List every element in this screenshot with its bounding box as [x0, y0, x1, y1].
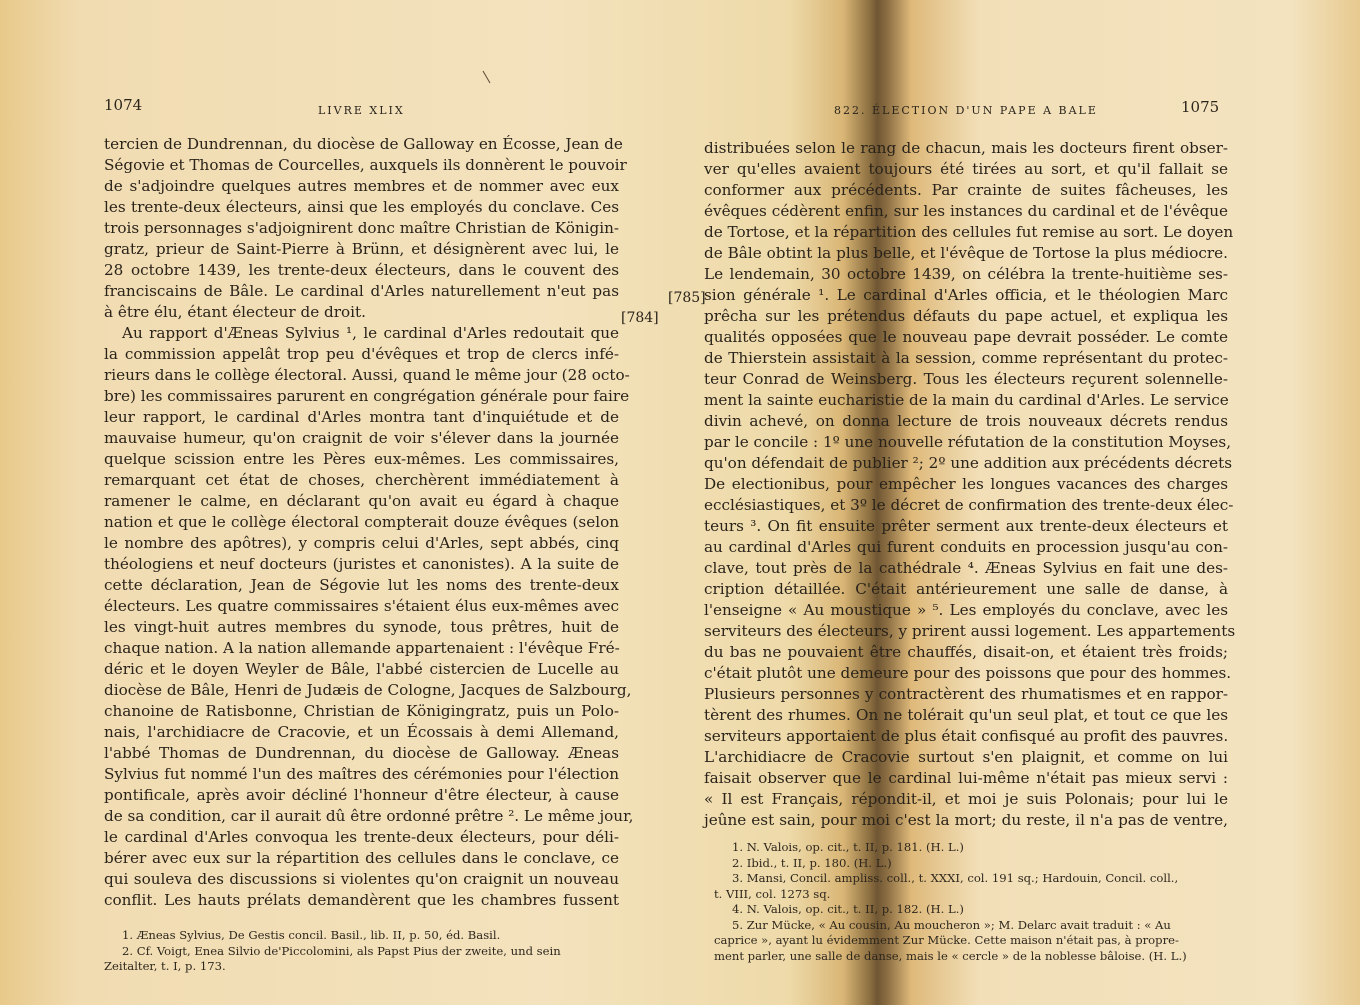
text-line: faisait observer que le cardinal lui-même n'était pas mieux servi : [704, 769, 1228, 787]
pen-mark [483, 71, 491, 84]
text-line: ramener le calme, en déclarant qu'on avait eu égard à chaque [104, 492, 619, 510]
text-line: ment la sainte eucharistie de la main du cardinal d'Arles. Le service [704, 391, 1229, 409]
text-line: jeûne est sain, pour moi c'est la mort; du reste, il n'a pas de ventre, [704, 811, 1228, 829]
text-line: de Thierstein assistait à la session, comme représentant du protec- [704, 349, 1228, 367]
text-line: électeurs. Les quatre commissaires s'étaient élus eux-mêmes avec [104, 597, 619, 615]
text-line: gratz, prieur de Saint-Pierre à Brünn, et désignèrent avec lui, le [104, 240, 619, 258]
footnote-line: t. VIII, col. 1273 sq. [714, 886, 831, 901]
right-footnotes [714, 840, 1229, 964]
footnote-line: 3. Mansi, Concil. ampliss. coll., t. XXXI, col. 191 sq.; Hardouin, Concil. coll., [732, 871, 1179, 885]
left-page [0, 0, 659, 1005]
right-body-text [704, 138, 1236, 831]
text-line: bre) les commissaires parurent en congrégation générale pour faire [104, 387, 630, 405]
text-line: rieurs dans le collège électoral. Aussi, quand le même jour (28 octo- [104, 366, 630, 384]
text-line: le cardinal d'Arles convoqua les trente-deux électeurs, pour déli- [104, 828, 619, 846]
footnote-line: 1. Æneas Sylvius, De Gestis concil. Basil., lib. II, p. 50, éd. Basil. [122, 928, 501, 942]
right-page-number: 1075 [1181, 98, 1220, 116]
text-line: de sa condition, car il aurait dû être ordonné prêtre ². Le même jour, [104, 807, 634, 825]
right-margin-page-mark: [785] [668, 290, 706, 306]
left-running-head: LIVRE XLIX [318, 104, 405, 117]
text-line: sion générale ¹. Le cardinal d'Arles officia, et le théologien Marc [704, 286, 1228, 304]
text-line: Ségovie et Thomas de Courcelles, auxquels ils donnèrent le pouvoir [104, 156, 627, 174]
text-line: ver qu'elles avaient toujours été tirées au sort, et qu'il fallait se [704, 160, 1228, 178]
text-line: qui souleva des discussions si violentes qu'on craignit un nouveau [104, 870, 619, 888]
text-line: les trente-deux électeurs, ainsi que les employés du conclave. Ces [104, 198, 619, 216]
text-line: De electionibus, pour empêcher les longues vacances des charges [704, 475, 1228, 493]
text-line: Plusieurs personnes y contractèrent des rhumatismes et en rappor- [704, 685, 1228, 703]
right-running-head: 822. ÉLECTION D'UN PAPE A BALE [834, 104, 1098, 117]
text-line: conflit. Les hauts prélats demandèrent que les chambres fussent [104, 891, 619, 909]
footnote-line: Zeitalter, t. I, p. 173. [104, 959, 226, 973]
text-line: Sylvius fut nommé l'un des maîtres des cérémonies pour l'élection [104, 765, 619, 783]
text-line: le nombre des apôtres), y compris celui d'Arles, sept abbés, cinq [104, 534, 619, 552]
text-line: l'abbé Thomas de Dundrennan, du diocèse de Galloway. Æneas [104, 744, 619, 762]
text-line: qualités opposées que le nouveau pape devrait posséder. Le comte [704, 328, 1228, 346]
text-line: tèrent des rhumes. On ne tolérait qu'un seul plat, et tout ce que les [704, 706, 1228, 724]
footnote-line: caprice », ayant lu évidemment Zur Mücke. Cette maison n'était pas, à propre- [714, 933, 1179, 947]
text-line: nation et que le collège électoral compterait douze évêques (selon [104, 513, 619, 531]
footnote-line: ment parler, une salle de danse, mais le « cercle » de la noblesse bâloise. (H. L.) [714, 948, 1187, 963]
text-line: pontificale, après avoir décliné l'honneur d'être électeur, à cause [104, 786, 619, 804]
footnote-line: 2. Cf. Voigt, Enea Silvio de'Piccolomini, als Papst Pius der zweite, und sein [122, 943, 561, 958]
footnote-line: 4. N. Valois, op. cit., t. II, p. 182. (H. L.) [732, 902, 964, 916]
text-line: diocèse de Bâle, Henri de Judæis de Cologne, Jacques de Salzbourg, [104, 681, 632, 699]
text-line: nais, l'archidiacre de Cracovie, et un Écossais à demi Allemand, [104, 723, 619, 741]
text-line: divin achevé, on donna lecture de trois nouveaux décrets rendus [704, 412, 1228, 430]
text-line: qu'on défendait de publier ²; 2º une addition aux précédents décrets [704, 454, 1233, 472]
text-line: conformer aux précédents. Par crainte de suites fâcheuses, les [704, 181, 1228, 199]
text-line: bérer avec eux sur la répartition des cellules dans le conclave, ce [104, 849, 619, 867]
text-line: remarquant cet état de choses, cherchèrent immédiatement à [104, 471, 619, 489]
text-line: de Tortose, et la répartition des cellules fut remise au sort. Le doyen [704, 223, 1234, 241]
text-line: trois personnages s'adjoignirent donc maître Christian de Königin- [104, 219, 619, 237]
text-line: la commission appelât trop peu d'évêques et trop de clercs infé- [104, 345, 619, 363]
text-line: serviteurs des électeurs, y prirent aussi logement. Les appartements [704, 622, 1236, 640]
left-margin-page-mark: [784] [621, 310, 659, 326]
right-page [662, 0, 1360, 1005]
text-line: les vingt-huit autres membres du synode, tous prêtres, huit de [104, 618, 619, 636]
text-line: L'archidiacre de Cracovie surtout s'en plaignit, et comme on lui [704, 748, 1228, 766]
text-line: de Bâle obtint la plus belle, et l'évêque de Tortose la plus médiocre. [704, 244, 1228, 262]
text-line: teur Conrad de Weinsberg. Tous les électeurs reçurent solennelle- [704, 370, 1228, 388]
text-line: déric et le doyen Weyler de Bâle, l'abbé cistercien de Lucelle au [104, 660, 619, 678]
text-line: franciscains de Bâle. Le cardinal d'Arles naturellement n'eut pas [104, 282, 619, 300]
text-line: tercien de Dundrennan, du diocèse de Galloway en Écosse, Jean de [104, 135, 623, 153]
text-line: distribuées selon le rang de chacun, mais les docteurs firent obser- [704, 139, 1228, 157]
text-line: teurs ³. On fit ensuite prêter serment aux trente-deux électeurs et [704, 517, 1228, 535]
text-line: 28 octobre 1439, les trente-deux électeurs, dans le couvent des [104, 261, 619, 279]
text-line: c'était plutôt une demeure pour des poissons que pour des hommes. [704, 664, 1232, 682]
footnote-line: 5. Zur Mücke, « Au cousin, Au moucheron »; M. Delarc avait traduit : « Au [732, 917, 1171, 932]
text-line: chaque nation. A la nation allemande appartenaient : l'évêque Fré- [104, 639, 620, 657]
text-line: serviteurs apportaient de plus était confisqué au profit des pauvres. [704, 727, 1229, 745]
text-line: à être élu, étant électeur de droit. [104, 303, 366, 321]
text-line: chanoine de Ratisbonne, Christian de Königingratz, puis un Polo- [104, 702, 619, 720]
text-line: cription détaillée. C'était antérieurement une salle de danse, à [704, 580, 1228, 598]
text-line: cette déclaration, Jean de Ségovie lut les noms des trente-deux [104, 576, 619, 594]
text-line: l'enseigne « Au moustique » ⁵. Les employés du conclave, avec les [704, 601, 1228, 619]
text-line: Le lendemain, 30 octobre 1439, on célébra la trente-huitième ses- [704, 265, 1228, 283]
text-line: « Il est Français, répondit-il, et moi je suis Polonais; pour lui le [704, 790, 1228, 808]
text-line: par le concile : 1º une nouvelle réfutation de la constitution Moyses, [704, 433, 1232, 451]
left-body-text [104, 134, 634, 911]
text-line: clave, tout près de la cathédrale ⁴. Æneas Sylvius en fait une des- [704, 559, 1228, 577]
left-page-number: 1074 [104, 96, 143, 114]
text-line: de s'adjoindre quelques autres membres et de nommer avec eux [104, 177, 619, 195]
text-line: leur rapport, le cardinal d'Arles montra tant d'inquiétude et de [104, 408, 619, 426]
left-footnotes [104, 928, 619, 975]
text-line: prêcha sur les prétendus défauts du pape actuel, et expliqua les [704, 307, 1228, 325]
text-line: théologiens et neuf docteurs (juristes et canonistes). A la suite de [104, 555, 619, 573]
text-line: au cardinal d'Arles qui furent conduits en procession jusqu'au con- [704, 538, 1228, 556]
text-line: mauvaise humeur, qu'on craignit de voir s'élever dans la journée [104, 429, 619, 447]
text-line: quelque scission entre les Pères eux-mêmes. Les commissaires, [104, 450, 619, 468]
footnote-line: 2. Ibid., t. II, p. 180. (H. L.) [732, 855, 892, 870]
text-line: évêques cédèrent enfin, sur les instances du cardinal et de l'évêque [704, 202, 1228, 220]
text-line: Au rapport d'Æneas Sylvius ¹, le cardinal d'Arles redoutait que [122, 324, 619, 342]
footnote-line: 1. N. Valois, op. cit., t. II, p. 181. (H. L.) [732, 840, 964, 854]
text-line: ecclésiastiques, et 3º le décret de confirmation des trente-deux élec- [704, 496, 1234, 514]
text-line: du bas ne pouvaient être chauffés, disait-on, et étaient très froids; [704, 643, 1228, 661]
